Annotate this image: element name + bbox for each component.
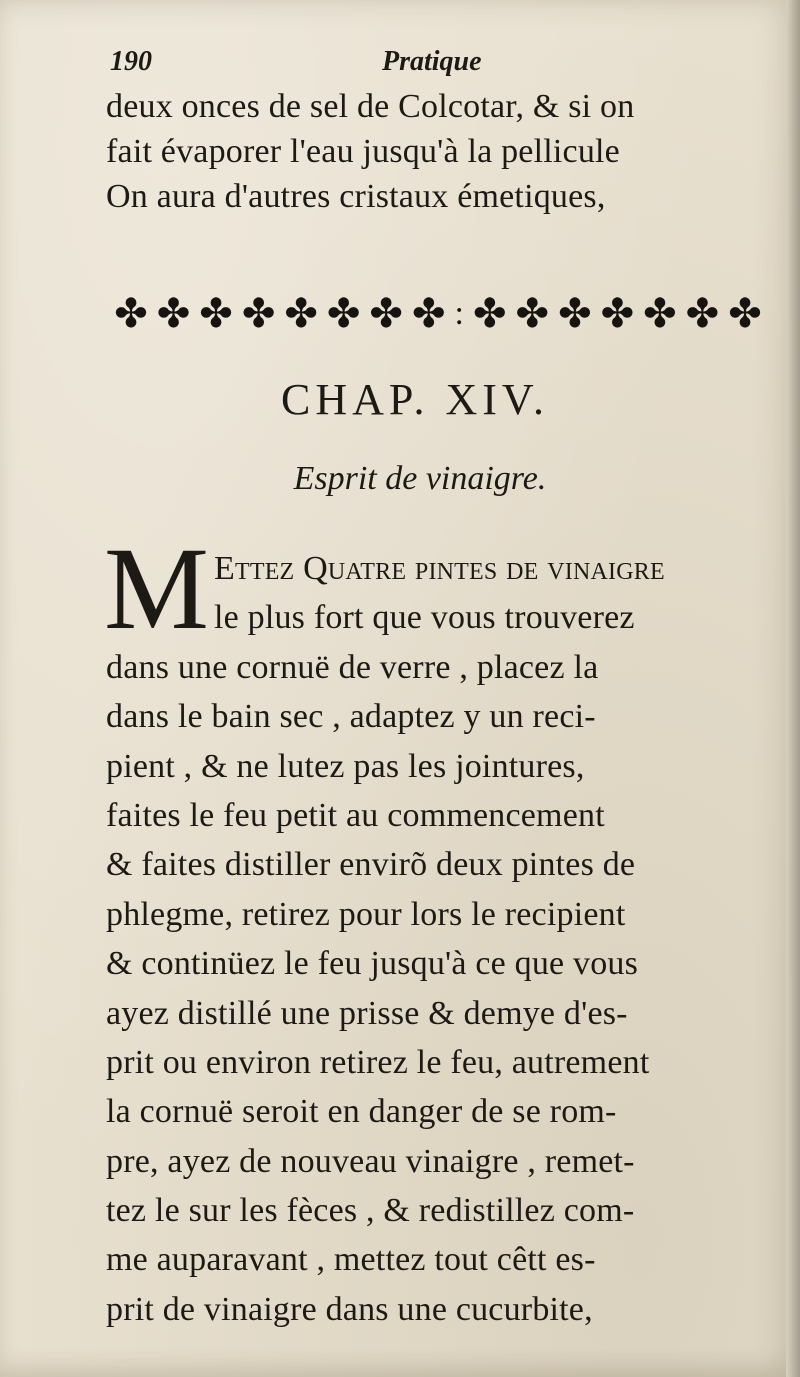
paragraph-line: & faites distiller envirõ deux pintes de (106, 846, 636, 884)
chapter-subtitle: Esprit de vinaigre. (293, 460, 547, 497)
fleuron-icon: ✤ (728, 291, 762, 337)
paragraph-line: pre, ayez de nouveau vinaigre , remet- (106, 1142, 635, 1180)
fleuron-icon: ✤ (241, 291, 276, 337)
fleuron-icon: ✤ (326, 291, 361, 337)
drop-cap: M (104, 523, 209, 654)
running-head: Pratique (382, 46, 482, 77)
page-number: 190 (110, 46, 152, 77)
fleuron-icon: ✤ (685, 291, 720, 337)
fleuron-icon: ✤ (600, 291, 635, 337)
fleuron-icon: ✤ (473, 291, 507, 337)
chapter-paragraph (106, 544, 766, 1334)
continued-line: fait évaporer l'eau jusqu'à la pellicule (106, 133, 620, 170)
paragraph-line: prit de vinaigre dans une cucurbite, (106, 1290, 593, 1328)
fleuron-icon: ✤ (199, 291, 233, 337)
paragraph-line: faites le feu petit au commencement (106, 796, 605, 834)
ornament-separator: : (454, 295, 464, 332)
paragraph-line: me auparavant , mettez tout cêtt es- (106, 1241, 596, 1279)
fleuron-ornament-band (112, 286, 764, 342)
paragraph-line: le plus fort que vous trouverez (214, 599, 635, 637)
fleuron-icon: ✤ (411, 291, 446, 337)
fleuron-icon: ✤ (369, 291, 403, 337)
paragraph-line: pient , & ne lutez pas les jointures, (106, 747, 585, 785)
continued-text (106, 84, 766, 219)
paragraph-line: ayez distillé une prisse & demye d'es- (106, 994, 628, 1032)
fleuron-icon: ✤ (284, 291, 318, 337)
paragraph-line: tez le sur les fèces , & redistillez com- (106, 1192, 635, 1230)
fleuron-icon: ✤ (114, 291, 148, 337)
paragraph-line: dans le bain sec , adaptez y un reci- (106, 698, 596, 736)
fleuron-icon: ✤ (156, 291, 191, 337)
paragraph-line: prit ou environ retirez le feu, autrement (106, 1043, 650, 1081)
page-header (110, 46, 670, 86)
fleuron-icon: ✤ (643, 291, 677, 337)
chapter-title: CHAP. XIV. (280, 375, 550, 424)
paragraph-line: phlegme, retirez pour lors le recipient (106, 895, 626, 933)
fleuron-icon: ✤ (558, 291, 592, 337)
continued-line: deux onces de sel de Colcotar, & si on (106, 88, 635, 125)
paragraph-line: & continüez le feu jusqu'à ce que vous (106, 945, 639, 983)
continued-line: On aura d'autres cristaux émetiques, (106, 178, 606, 215)
paragraph-line: la cornuë seroit en danger de se rom- (106, 1093, 617, 1131)
page-edge-shadow (786, 0, 800, 1377)
paragraph-line: dans une cornuë de verre , placez la (106, 648, 599, 686)
fleuron-icon: ✤ (515, 291, 550, 337)
paragraph-line: Ettez Quatre pintes de vinaigre (214, 550, 665, 587)
